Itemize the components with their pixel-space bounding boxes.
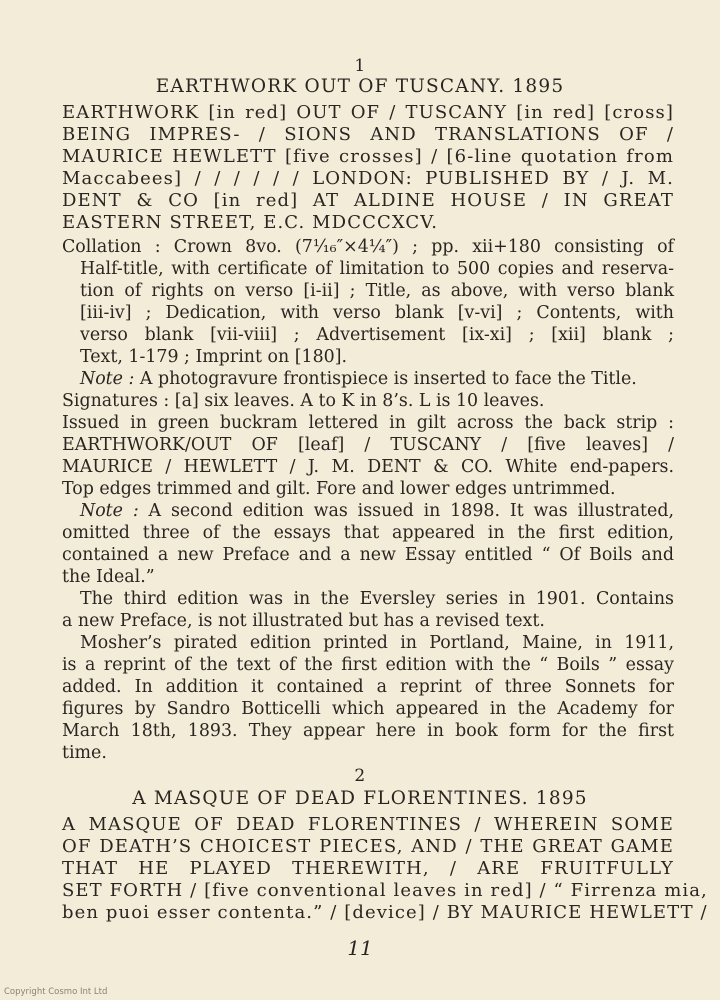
note-label: Note : (80, 501, 139, 521)
title-page-line: EARTHWORK [in red] OUT OF / TUSCANY [in red] [cross] (62, 102, 674, 123)
note-line (80, 500, 674, 522)
collation-line: tion of rights on verso [i-ii] ; Title, as above, with verso blank (80, 281, 674, 301)
mosher-line: March 18th, 1893. They appear here in book form for the first (62, 721, 674, 741)
page-number: 11 (347, 936, 373, 960)
title-page-line: EASTERN STREET, E.C. MDCCCXCV. (62, 212, 439, 233)
entry-number: 1 (354, 56, 366, 76)
collation-line: [iii-iv] ; Dedication, with verso blank [v-vi] ; Contents, with (80, 303, 674, 323)
note-line (80, 368, 674, 390)
collation-line: Text, 1-179 ; Imprint on [180]. (80, 347, 348, 367)
binding-line: Top edges trimmed and gilt. Fore and lower edges untrimmed. (62, 479, 616, 499)
title-page-line: DENT & CO [in red] AT ALDINE HOUSE / IN GREAT (62, 190, 674, 211)
title-page-line: SET FORTH / [five conventional leaves in red] / “ Firrenza mia, (62, 880, 708, 901)
note-text: A second edition was issued in 1898. It was illustrated, (148, 501, 674, 521)
entry-heading: EARTHWORK OUT OF TUSCANY. 1895 (155, 76, 565, 97)
title-page-line: MAURICE HEWLETT [five crosses] / [6-line quotation from (62, 146, 674, 167)
binding-line: MAURICE / HEWLETT / J. M. DENT & CO. White end-papers. (62, 457, 674, 477)
entry-number: 2 (354, 766, 366, 786)
title-page-line: BEING IMPRES- / SIONS AND TRANSLATIONS OF / (62, 124, 674, 145)
signatures-line: Signatures : [a] six leaves. A to K in 8’s. L is 10 leaves. (62, 391, 545, 411)
title-page-line: Maccabees] / / / / / / LONDON: PUBLISHED BY / J. M. (62, 168, 674, 189)
mosher-line: time. (62, 743, 107, 763)
note-line: the Ideal.” (62, 567, 155, 587)
mosher-line: is a reprint of the text of the first edition with the “ Boils ” essay (62, 655, 674, 675)
note-text: A photogravure frontispiece is inserted to face the Title. (139, 369, 637, 389)
note-line: contained a new Preface and a new Essay entitled “ Of Boils and (62, 545, 674, 565)
binding-line: EARTHWORK/OUT OF [leaf] / TUSCANY / [five leaves] / (62, 435, 674, 455)
note-label: Note : (80, 369, 135, 389)
title-page-line: OF DEATH’S CHOICEST PIECES, AND / THE GREAT GAME (62, 836, 674, 857)
title-page-line: THAT HE PLAYED THEREWITH, / ARE FRUITFULLY (62, 858, 674, 879)
note-line: omitted three of the essays that appeared in the first edition, (62, 523, 674, 543)
mosher-line: added. In addition it contained a reprint of three Sonnets for (62, 677, 674, 697)
binding-line: Issued in green buckram lettered in gilt across the back strip : (62, 413, 674, 433)
collation-line: Collation : Crown 8vo. (7⅟₁₆″×4¼″) ; pp. xii+180 consisting of (62, 237, 674, 257)
entry-heading: A MASQUE OF DEAD FLORENTINES. 1895 (132, 788, 588, 809)
edition-line: a new Preface, is not illustrated but has a revised text. (62, 611, 545, 631)
title-page-line: A MASQUE OF DEAD FLORENTINES / WHEREIN SOME (62, 814, 674, 835)
edition-line: The third edition was in the Eversley series in 1901. Contains (80, 589, 674, 609)
title-page-line: ben puoi esser contenta.” / [device] / BY MAURICE HEWLETT / (62, 902, 708, 923)
mosher-line: Mosher’s pirated edition printed in Portland, Maine, in 1911, (80, 633, 674, 653)
collation-line: verso blank [vii-viii] ; Advertisement [ix-xi] ; [xii] blank ; (80, 325, 674, 345)
mosher-line: figures by Sandro Botticelli which appeared in the Academy for (62, 699, 674, 719)
collation-line: Half-title, with certificate of limitation to 500 copies and reserva- (80, 259, 674, 279)
copyright-watermark: Copyright Cosmo Int Ltd (4, 987, 108, 997)
